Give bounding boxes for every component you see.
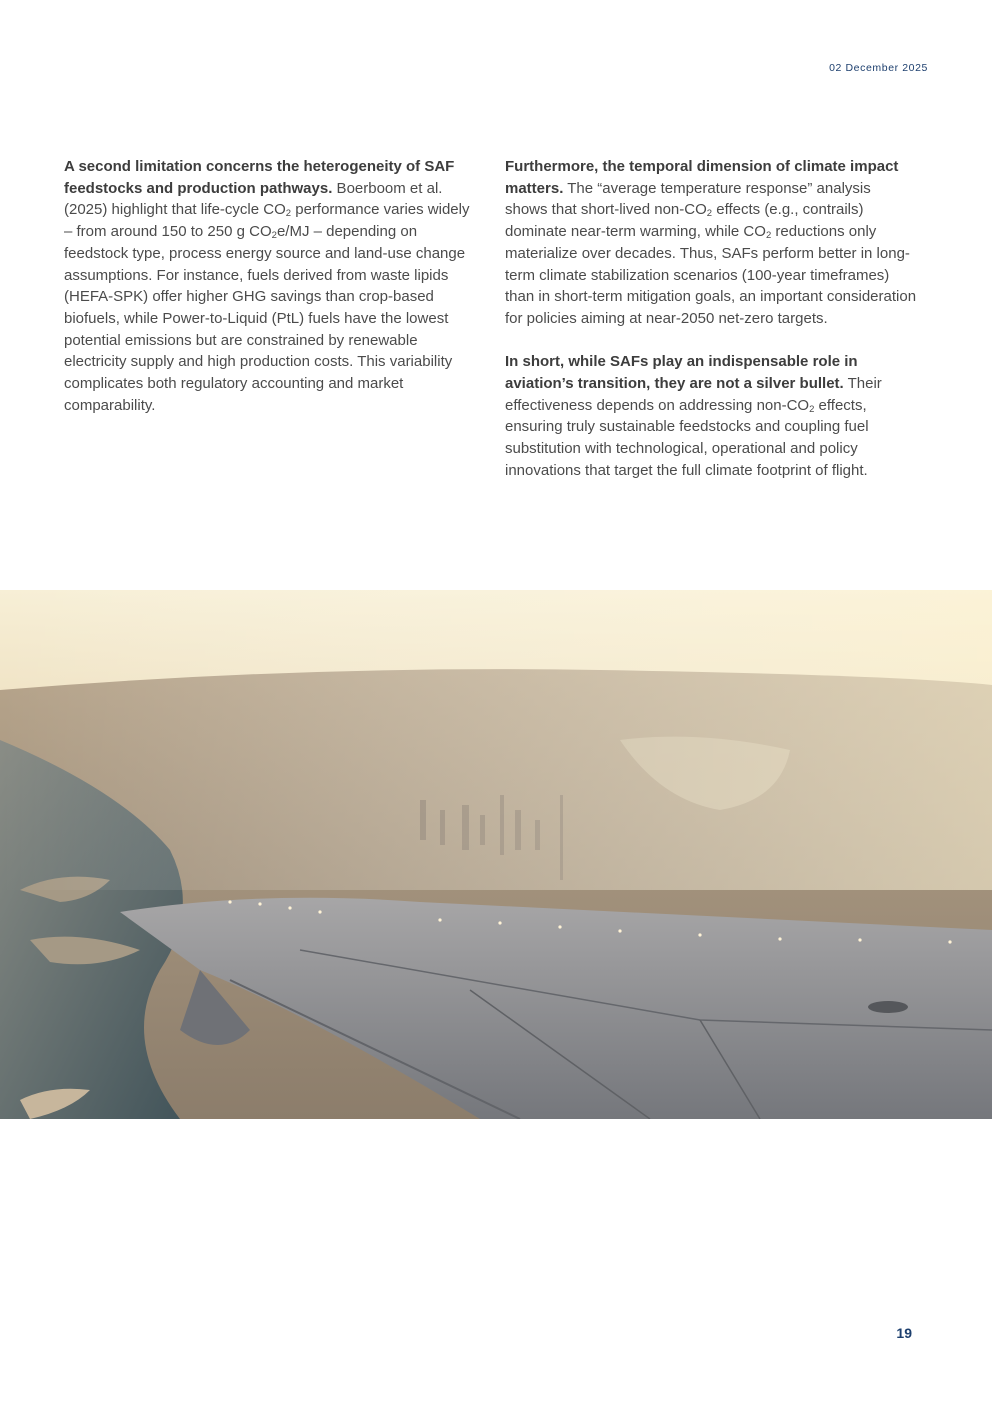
paragraph-lead: A second limitation concerns the heterogeneity of SAF feedstocks and production pathways. [64,158,455,197]
paragraph-text: The “average temperature response” analysis shows that short-lived non-CO [505,179,871,219]
subscript: 2 [765,230,772,242]
paragraph-text: effects, ensuring truly sustainable feedstocks and coupling fuel substitution with technological, operational and policy innovations that target the full climate footprint of flight. [505,396,869,479]
paragraph-lead: Furthermore, the temporal dimension of climate impact matters. [505,158,899,197]
paragraph-text: Their effectiveness depends on addressing non-CO [505,375,882,414]
page-number: 19 [896,1325,912,1341]
photo-illustration [0,590,992,1119]
aerial-city-photo [0,590,992,1119]
header-date: 02 December 2025 [829,62,928,74]
paragraph-text: effects (e.g., contrails) dominate near-term warming, while CO [505,201,864,241]
subscript: 2 [809,403,815,415]
subscript: 2 [271,230,277,242]
paragraph-text: performance varies widely – from around 150 to 250 g CO [64,201,470,241]
paragraph-lead: In short, while SAFs play an indispensable role in aviation’s transition, they are not a silver bullet. [505,353,858,393]
paragraph-saf-heterogeneity [64,156,474,416]
left-column [64,156,474,438]
paragraph-conclusion [505,351,917,481]
subscript: 2 [706,208,713,220]
paragraph-text: reductions only materialize over decades. Thus, SAFs perform better in long-term climate stabilization scenarios (100-year timeframes) than in short-term mitigation goals, an important consideration for policies aiming at near-2050 net-zero targets. [505,223,917,327]
subscript: 2 [285,208,292,220]
right-column [505,156,917,503]
paragraph-temporal-dimension [505,156,917,330]
paragraph-text: e/MJ – depending on feedstock type, process energy source and land-use change assumptions. For instance, fuels derived from waste lipids (HEFA-SPK) offer higher GHG savings than crop-based biofuels, while Power-to-Liquid (PtL) fuels have the lowest potential emissions but are constrained by renewable electricity supply and high production costs. This variability complicates both regulatory accounting and market comparability. [64,223,466,414]
paragraph-text: Boerboom et al. (2025) highlight that life-cycle CO [64,179,443,219]
